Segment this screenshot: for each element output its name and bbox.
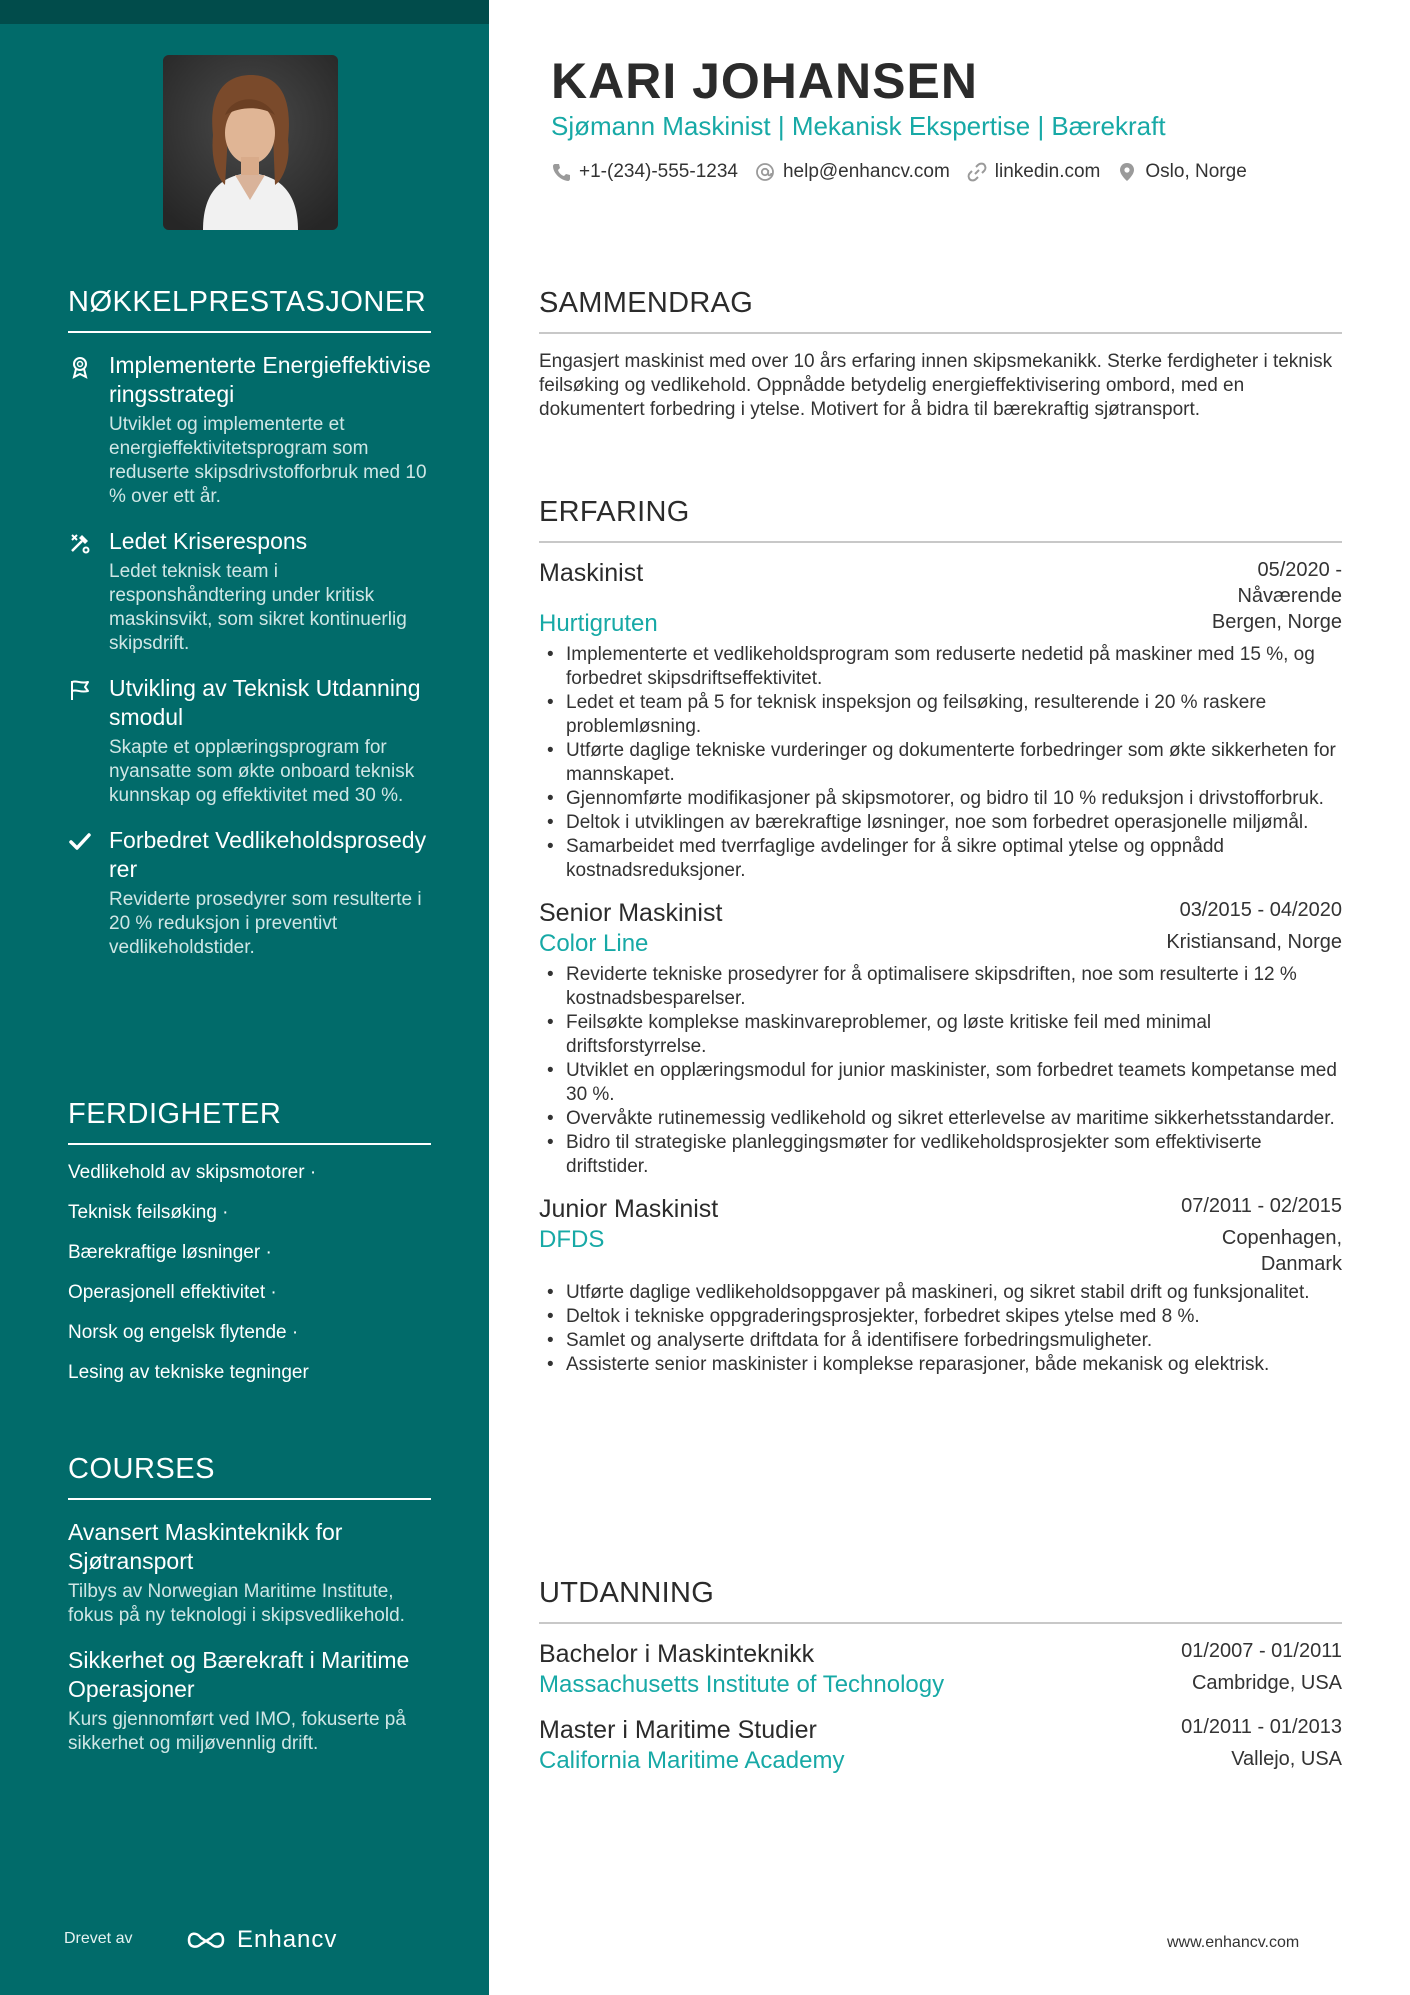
course-description: Tilbys av Norwegian Maritime Institute, fokus på ny teknologi i skipsvedlikehold.: [68, 1581, 405, 1626]
sidebar-top-bar: [0, 0, 489, 24]
skill-item: Lesing av tekniske tegninger: [68, 1362, 309, 1383]
education-degree: Master i Maritime Studier: [539, 1716, 817, 1744]
summary-heading: SAMMENDRAG: [539, 287, 1342, 334]
achievement-description: Reviderte prosedyrer som resulterte i 20 % reduksjon i preventivt vedlikeholdstider.: [109, 889, 422, 958]
at-icon: [755, 162, 775, 182]
contact-location-text: Oslo, Norge: [1145, 161, 1247, 182]
education-entry: [539, 1714, 1342, 1776]
job-bullet: • Samarbeidet med tverrfaglige avdelinger for å sikre optimal ytelse og oppnådd kostnadsreduksjoner.: [539, 835, 1342, 883]
contact-linkedin[interactable]: [967, 161, 1101, 183]
skill-item: Vedlikehold av skipsmotorer ·: [68, 1162, 317, 1183]
job-bullet: • Reviderte tekniske prosedyrer for å optimalisere skipsdriften, noe som resulterte i 12 % kostnadsbesparelser.: [539, 963, 1342, 1011]
job-entry: [539, 1193, 1342, 1377]
achievement-item: [68, 351, 431, 509]
job-company: DFDS: [539, 1226, 605, 1253]
achievements-heading: NØKKELPRESTASJONER: [68, 286, 431, 333]
contact-linkedin-text: linkedin.com: [994, 161, 1101, 182]
job-bullets: [539, 643, 1342, 883]
job-entry: [539, 897, 1342, 1179]
profile-photo: [163, 55, 338, 230]
skill-item: Operasjonell effektivitet ·: [68, 1282, 277, 1303]
flag-icon: [68, 678, 92, 702]
achievement-description: Utviklet og implementerte et energieffektivitetsprogram som reduserte skipsdrivstofforbruk med 10 % over ett år.: [109, 414, 427, 507]
sidebar: [0, 0, 489, 1995]
job-bullet: • Utførte daglige vedlikeholdsoppgaver på maskineri, og sikret stabil drift og funksjonalitet.: [539, 1281, 1342, 1305]
job-bullet: • Utviklet en opplæringsmodul for junior maskinister, som forbedret teamets kompetanse med 30 %.: [539, 1059, 1342, 1107]
course-title: Avansert Maskinteknikk for Sjøtransport: [68, 1519, 343, 1574]
job-bullet: • Overvåkte rutinemessig vedlikehold og sikret etterlevelse av maritime sikkerhetsstandarder.: [539, 1107, 1342, 1131]
summary-text: Engasjert maskinist med over 10 års erfaring innen skipsmekanikk. Sterke ferdigheter i teknisk feilsøking og vedlikehold. Oppnådde betydelig energieffektivisering ombord, med en dokumentert forbedring i ytelse. Motivert for å bidra til bærekraftig sjøtransport.: [539, 351, 1333, 420]
contact-bar: [551, 161, 1247, 183]
job-bullet: • Deltok i utviklingen av bærekraftige løsninger, noe som forbedret operasjonelle miljømål.: [539, 811, 1342, 835]
contact-location: [1117, 161, 1246, 183]
job-bullet: • Bidro til strategiske planleggingsmøter for vedlikeholdsprosjekter som effektiviserte driftstider.: [539, 1131, 1342, 1179]
contact-email-text: help@enhancv.com: [782, 161, 950, 182]
job-bullet: • Deltok i tekniske oppgraderingsprosjekter, forbedret skipes ytelse med 8 %.: [539, 1305, 1342, 1329]
job-dates: 05/2020 - Nåværende: [1237, 559, 1342, 607]
education-dates: 01/2011 - 01/2013: [1181, 1716, 1342, 1738]
courses-section: [68, 1453, 431, 1756]
contact-email[interactable]: [755, 161, 950, 183]
education-heading: UTDANNING: [539, 1577, 1342, 1624]
job-bullets: [539, 963, 1342, 1179]
achievement-item: [68, 826, 431, 960]
job-location: Kristiansand, Norge: [1166, 931, 1342, 953]
job-bullet: • Samlet og analyserte driftdata for å identifisere forbedringsmuligheter.: [539, 1329, 1342, 1353]
job-location: Copenhagen, Danmark: [1221, 1227, 1342, 1275]
experience-heading: ERFARING: [539, 496, 1342, 543]
education-location: Vallejo, USA: [1231, 1748, 1342, 1770]
achievement-title: Utvikling av Teknisk Utdanningsmodul: [109, 675, 421, 730]
job-dates: 03/2015 - 04/2020: [1179, 899, 1342, 921]
candidate-name: KARI JOHANSEN: [551, 53, 978, 109]
job-bullet: • Utførte daglige tekniske vurderinger og dokumenterte forbedringer som økte sikkerheten for mannskapet.: [539, 739, 1342, 787]
enhancv-logo-icon: [183, 1927, 229, 1953]
job-bullet: • Ledet et team på 5 for teknisk inspeksjon og feilsøking, resulterende i 20 % raskere problemløsning.: [539, 691, 1342, 739]
tools-icon: [68, 531, 92, 555]
education-section: [539, 1577, 1342, 1776]
skills-section: [68, 1098, 431, 1385]
skill-item: Bærekraftige løsninger ·: [68, 1242, 272, 1263]
achievement-description: Ledet teknisk team i responshåndtering under kritisk maskinsvikt, som sikret kontinuerlig skipsdrift.: [109, 561, 407, 654]
enhancv-logo-text: Enhancv: [237, 1926, 338, 1953]
achievement-item: [68, 674, 431, 808]
enhancv-logo[interactable]: [183, 1926, 337, 1954]
education-location: Cambridge, USA: [1191, 1672, 1342, 1694]
job-bullet: • Implementerte et vedlikeholdsprogram som reduserte nedetid på maskiner med 15 %, og forbedret skipsdriftseffektivitet.: [539, 643, 1342, 691]
award-icon: [68, 355, 92, 379]
summary-section: [539, 287, 1342, 422]
achievements-section: [68, 286, 431, 960]
profile-photo-image: [163, 55, 338, 230]
job-company: Hurtigruten: [539, 610, 658, 637]
education-dates: 01/2007 - 01/2011: [1181, 1640, 1342, 1662]
achievement-title: Forbedret Vedlikeholdsprosedyrer: [109, 827, 427, 882]
job-location: Bergen, Norge: [1211, 611, 1342, 633]
courses-heading: COURSES: [68, 1453, 431, 1500]
education-degree: Bachelor i Maskinteknikk: [539, 1640, 815, 1668]
education-school: Massachusetts Institute of Technology: [539, 1671, 945, 1698]
contact-phone-text: +1-(234)-555-1234: [579, 161, 738, 182]
skill-item: Teknisk feilsøking ·: [68, 1202, 229, 1223]
course-item: [68, 1518, 431, 1628]
course-title: Sikkerhet og Bærekraft i Maritime Operasjoner: [68, 1647, 410, 1702]
footer-website-link[interactable]: www.enhancv.com: [1167, 1934, 1300, 1951]
achievement-title: Implementerte Energieffektiviseringsstrategi: [109, 352, 431, 407]
job-bullet: • Gjennomførte modifikasjoner på skipsmotorer, og bidro til 10 % reduksjon i drivstofforbruk.: [539, 787, 1342, 811]
job-bullets: [539, 1281, 1342, 1377]
powered-by-label: Drevet av: [64, 1930, 133, 1947]
job-title: Senior Maskinist: [539, 899, 723, 927]
course-description: Kurs gjennomført ved IMO, fokuserte på sikkerhet og miljøvennlig drift.: [68, 1709, 406, 1754]
check-icon: [68, 830, 92, 854]
job-bullet: • Feilsøkte komplekse maskinvareproblemer, og løste kritiske feil med minimal driftsforstyrrelse.: [539, 1011, 1342, 1059]
education-entry: [539, 1638, 1342, 1700]
contact-phone[interactable]: [551, 161, 738, 183]
location-icon: [1117, 162, 1137, 182]
skills-heading: FERDIGHETER: [68, 1098, 431, 1145]
job-title: Junior Maskinist: [539, 1195, 719, 1223]
education-school: California Maritime Academy: [539, 1747, 845, 1774]
link-icon: [967, 162, 987, 182]
job-entry: [539, 557, 1342, 883]
job-company: Color Line: [539, 930, 649, 957]
job-bullet: • Assisterte senior maskinister i komplekse reparasjoner, både mekanisk og elektrisk.: [539, 1353, 1342, 1377]
main-content: [489, 0, 1410, 1995]
phone-icon: [551, 162, 571, 182]
achievement-description: Skapte et opplæringsprogram for nyansatte som økte onboard teknisk kunnskap og effektivitet med 30 %.: [109, 737, 415, 806]
achievement-title: Ledet Kriserespons: [109, 528, 308, 554]
candidate-headline: Sjømann Maskinist | Mekanisk Ekspertise | Bærekraft: [551, 111, 1166, 141]
achievement-item: [68, 527, 431, 656]
course-item: [68, 1646, 431, 1756]
job-title: Maskinist: [539, 559, 644, 587]
experience-section: [539, 496, 1342, 1377]
skill-item: Norsk og engelsk flytende ·: [68, 1322, 299, 1343]
job-dates: 07/2011 - 02/2015: [1181, 1195, 1342, 1217]
